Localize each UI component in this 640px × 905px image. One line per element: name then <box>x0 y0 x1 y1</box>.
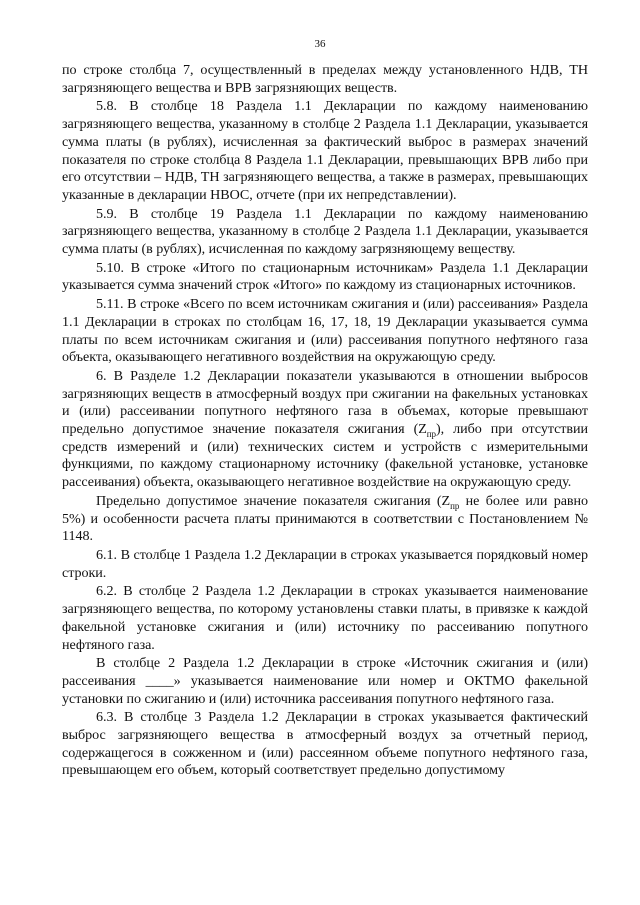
paragraph-5-11: 5.11. В строке «Всего по всем источникам сжигания и (или) рассеивания» Раздела 1.1 Декларации в строках по столбцам 16, 17, 18, 19 Декларации указывается сумма платы по всем источникам сжигания и (или) рассеивания попутного нефтяного газа объекта, оказывающего негативного воздействия на окружающую среду. <box>62 296 588 366</box>
paragraph-6-text-end: ), либо при отсутствии средств измерений и (или) технических систем и устройств с измерительными функциями, по каждому стационарному источнику (факельной установке, установке рассеивания) объекта, оказывающего негативное воздействие на окружающую среду. <box>62 421 589 491</box>
paragraph-6-2-source: В столбце 2 Раздела 1.2 Декларации в строке «Источник сжигания и (или) рассеивания ____» указывается наименование или номер и ОКТМО факельной установки по сжиганию и (или) источника рассеивания попутного нефтяного газа. <box>62 655 588 707</box>
document-body <box>62 62 588 781</box>
paragraph-5-8: 5.8. В столбце 18 Раздела 1.1 Декларации по каждому наименованию загрязняющего вещества, указанному в столбце 2 Раздела 1.1 Декларации, указывается сумма платы (в рублях), исчисленная за фактический выброс в размерах значений показателя по строке столбца 8 Раздела 1.1 Декларации, превышающих ВРВ либо при его отсутствии – НДВ, ТН загрязняющего вещества, а также в размерах, превышающих указанные в декларации НВОС, отчете (при их непредставлении). <box>62 98 588 203</box>
paragraph-limit-text-end: не более или равно 5%) и особенности расчета платы принимаются в соответствии с Постановлением № 1148. <box>62 492 588 545</box>
paragraph-6-3: 6.3. В столбце 3 Раздела 1.2 Декларации в строках указывается фактический выброс загрязняющего вещества в атмосферный воздух за отчетный период, содержащегося в сожженном и (или) рассеянном объеме попутного нефтяного газа, превышающем его объем, который соответствует предельно допустимому <box>62 709 588 779</box>
paragraph-6-2: 6.2. В столбце 2 Раздела 1.2 Декларации в строках указывается наименование загрязняющего вещества, по которому установлены ставки платы, в привязке к каждой факельной установке сжигания и (или) источнику по рассеиванию попутного нефтяного газа. <box>62 583 588 653</box>
zpr-subscript: пр <box>426 428 436 439</box>
paragraph-limit-value <box>62 493 588 546</box>
paragraph-5-9: 5.9. В столбце 19 Раздела 1.1 Декларации по каждому наименованию загрязняющего вещества, указанному в столбце 2 Раздела 1.1 Декларации, указывается сумма платы (в рублях), исчисленная по каждому загрязняющему веществу. <box>62 205 588 258</box>
zpr-subscript: пр <box>450 500 460 511</box>
paragraph-6-text-start: 6. В Разделе 1.2 Декларации показатели указываются в отношении выбросов загрязняющих веществ в атмосферный воздух при сжигании на факельных установках и (или) рассеивании попутного нефтяного газа в объемах, которые превышают предельно допустимое значение показателя сжигания (Z <box>62 367 588 438</box>
paragraph-continuation: по строке столбца 7, осуществленный в пределах между установленного НДВ, ТН загрязняющего вещества и ВРВ загрязняющих веществ. <box>62 62 588 96</box>
page-number: 36 <box>314 38 326 50</box>
paragraph-5-10: 5.10. В строке «Итого по стационарным источникам» Раздела 1.1 Декларации указывается сумма значений строк «Итого» по каждому из стационарных источников. <box>62 259 588 294</box>
paragraph-limit-text-start: Предельно допустимое значение показателя сжигания (Z <box>96 492 451 509</box>
paragraph-6-1: 6.1. В столбце 1 Раздела 1.2 Декларации в строках указывается порядковый номер строки. <box>62 546 588 581</box>
paragraph-6 <box>62 368 588 492</box>
